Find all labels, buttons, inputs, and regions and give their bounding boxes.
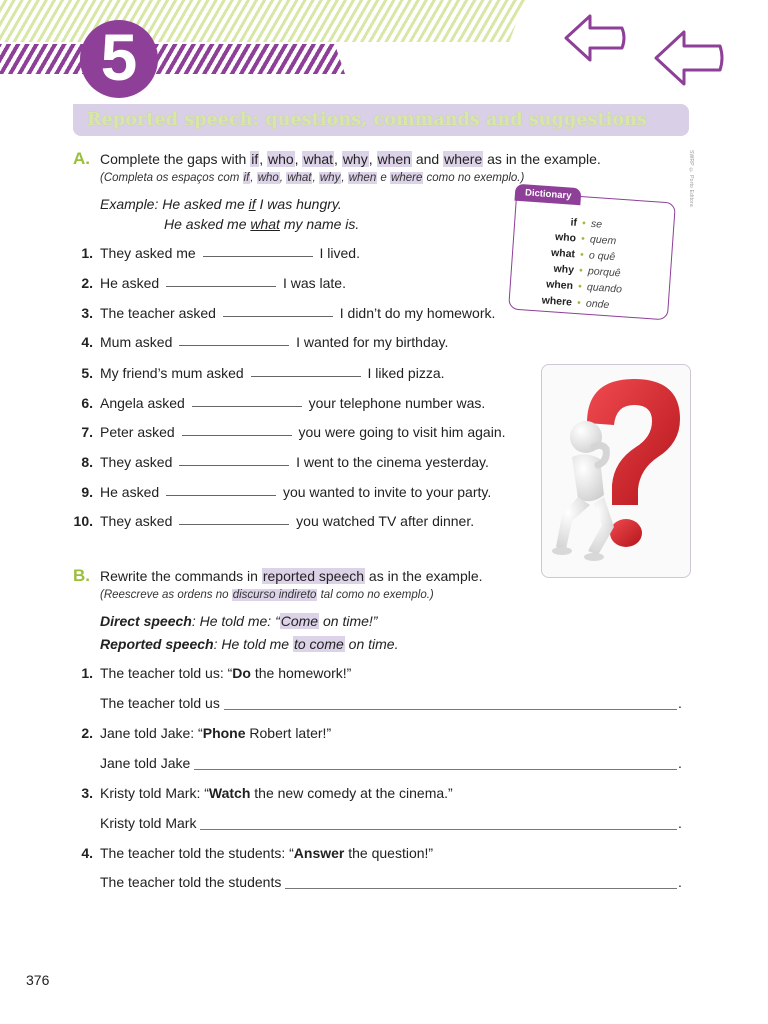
subtitle-text: como no exemplo.) [423,172,525,184]
dictionary-word-en: if [570,216,578,229]
direct-speech-example [100,613,377,629]
question-mark-illustration [541,364,691,578]
direct-speech-label: Direct speech [100,613,192,629]
command-quote-start: The teacher told the students: “ [100,845,294,861]
keyword: what [287,172,312,184]
command-verb: Watch [208,785,251,801]
item-text-after: I was late. [282,275,346,291]
answer-row [0,755,700,775]
title-bar [73,104,689,136]
keyword: if [251,151,259,167]
bullet-icon: • [578,264,584,277]
separator: , [294,151,303,167]
instruction-text: as in the example. [365,568,483,584]
item-text [100,484,491,500]
example-text: on time. [344,636,399,652]
dictionary-word-en: where [541,294,573,309]
item-text-before: Peter asked [100,424,175,440]
item-number: 5. [81,365,93,381]
item-text [100,334,448,350]
instruction-text: as in the example. [483,151,601,167]
item-number: 3. [81,785,93,801]
command-quote-start: The teacher told us: “ [100,665,233,681]
answer-line[interactable] [224,709,677,710]
period: . [678,695,682,711]
item-text-after: you watched TV after dinner. [296,513,475,529]
bullet-icon: • [576,296,582,310]
bullet-icon: • [580,232,586,246]
answer-row [0,815,700,835]
answer-row [0,695,700,715]
exercise-item [0,484,540,504]
separator: , [341,172,348,184]
section-b-instruction [100,568,483,584]
example-keyword: to come [293,636,344,652]
example-line-1 [100,196,342,212]
period: . [678,874,682,890]
item-text-after: I liked pizza. [367,365,445,381]
item-number: 2. [81,275,93,291]
thinking-figure-question-mark-image [542,365,691,578]
keyword: if [243,172,250,184]
item-number: 1. [81,665,93,681]
item-text-before: He asked [100,484,160,500]
item-text-after: you were going to visit him again. [298,424,506,440]
item-text [100,365,445,381]
back-arrow-icon [652,28,726,88]
item-text-before: They asked me [100,245,196,261]
answer-blank[interactable] [179,345,289,346]
example-keyword: Come [280,613,319,629]
dictionary-word-pt: o quê [588,249,616,264]
item-number: 3. [81,305,93,321]
separator: , [334,151,342,167]
header-stripe-purple [0,44,345,74]
dictionary-word-en: why [553,262,575,277]
command-quote-start: Kristy told Mark: “ [100,785,209,801]
answer-start: The teacher told us [100,695,220,711]
keyword: why [319,172,341,184]
subtitle-text: tal como no exemplo.) [317,589,434,601]
item-number: 1. [81,245,93,261]
example-text: I was hungry. [255,196,342,212]
item-number: 4. [81,845,93,861]
answer-blank[interactable] [179,524,289,525]
item-text [100,513,474,529]
command-text [100,785,453,801]
instruction-text: Rewrite the commands in [100,568,262,584]
answer-blank[interactable] [166,495,276,496]
command-text [100,665,351,681]
command-item [0,725,700,745]
keyword: what [303,151,334,167]
answer-blank[interactable] [223,316,333,317]
item-text [100,245,360,261]
item-text-after: I wanted for my birthday. [296,334,449,350]
keyword: where [391,172,423,184]
keyword: when [348,172,377,184]
subtitle-text: (Completa os espaços com [100,172,243,184]
keyword: who [267,151,294,167]
instruction-text: Complete the gaps with [100,151,251,167]
header-stripe-green [0,0,525,42]
command-text [100,845,433,861]
keyword: discurso indireto [232,589,317,601]
dictionary-word-pt: onde [585,297,610,312]
section-a-subtitle [100,172,524,184]
item-text [100,424,506,440]
command-item [0,665,700,685]
section-a-letter: A. [73,149,90,168]
item-text-before: My friend’s mum asked [100,365,244,381]
command-item [0,845,700,865]
dictionary-title: Dictionary [514,184,581,206]
command-item [0,785,700,805]
exercise-item [0,424,540,444]
answer-start: The teacher told the students [100,874,282,890]
item-number: 10. [73,513,93,529]
item-number: 4. [81,334,93,350]
item-number: 6. [81,395,93,411]
reported-speech-example [100,636,398,652]
command-quote-start: Jane told Jake: “ [100,725,203,741]
dictionary-word-en: when [545,278,574,293]
back-arrow-icon [562,12,628,64]
item-text [100,305,495,321]
exercise-item [0,454,540,474]
keyword: who [257,172,279,184]
period: . [678,815,682,831]
item-text-after: I didn’t do my homework. [339,305,496,321]
separator: and [411,151,444,167]
reported-speech-label: Reported speech [100,636,214,652]
dictionary-word-en: what [550,246,576,261]
page-number: 376 [26,972,50,988]
item-text [100,395,485,411]
dictionary-word-pt: quando [586,281,623,296]
item-text-before: They asked [100,454,173,470]
unit-number-badge [80,20,158,98]
page-title: Reported speech: questions, commands and suggestions [87,110,647,130]
dictionary-word-pt: se [590,217,603,231]
item-number: 8. [81,454,93,470]
item-text-after: I lived. [319,245,360,261]
command-verb: Phone [202,725,246,741]
item-text-before: Mum asked [100,334,173,350]
example-keyword: if [248,196,256,212]
answer-start: Kristy told Mark [100,815,197,831]
dictionary-word-pt: porquê [587,265,622,280]
example-text: Example: He asked me [100,196,249,212]
separator: , [250,172,257,184]
answer-row [0,874,700,894]
answer-blank[interactable] [179,465,289,466]
bullet-icon: • [579,248,585,262]
item-text-after: you wanted to invite to your party. [282,484,492,500]
exercise-item [0,245,540,265]
item-text [100,275,346,291]
answer-line[interactable] [285,888,677,889]
item-text-before: Angela asked [100,395,185,411]
keyword: why [342,151,368,167]
answer-line[interactable] [194,769,677,770]
keyword: when [377,151,411,167]
bullet-icon: • [581,217,587,230]
item-number: 7. [81,424,93,440]
answer-blank[interactable] [203,256,313,257]
separator: , [312,172,319,184]
example-text: on time!” [319,613,378,629]
example-text: He asked me [164,216,251,232]
item-text-before: He asked [100,275,160,291]
answer-blank[interactable] [251,376,361,377]
exercise-item [0,365,540,385]
answer-line[interactable] [200,829,677,830]
example-text: my name is. [279,216,360,232]
example-text: : He told me [213,636,293,652]
item-number: 2. [81,725,93,741]
answer-start: Jane told Jake [100,755,191,771]
keyword: where [444,151,483,167]
exercise-item [0,305,540,325]
example-line-2 [164,216,359,232]
dictionary-word-pt: quem [589,233,617,248]
command-quote-end: the question!” [344,845,434,861]
answer-blank[interactable] [166,286,276,287]
section-a-instruction [100,151,601,167]
command-text [100,725,331,741]
unit-number: 5 [100,20,138,94]
item-text [100,454,489,470]
separator: , [259,151,267,167]
subtitle-text: (Reescreve as ordens no [100,589,232,601]
bullet-icon: • [577,280,583,293]
separator: , [279,172,287,184]
item-text-before: They asked [100,513,173,529]
section-b-subtitle [100,589,434,601]
keyword: reported speech [262,568,365,584]
item-text-after: I went to the cinema yesterday. [296,454,489,470]
exercise-item [0,513,540,533]
answer-blank[interactable] [182,435,292,436]
dictionary-word-en: who [554,230,577,245]
example-keyword: what [250,216,280,232]
separator: , [368,151,377,167]
exercise-item [0,275,540,295]
copyright-note: SWRP © Porto Editora [688,150,694,207]
exercise-item [0,334,540,354]
item-number: 9. [81,484,93,500]
section-b-letter: B. [73,566,90,585]
command-quote-end: the homework!” [250,665,352,681]
period: . [678,755,682,771]
separator: e [377,172,391,184]
command-verb: Do [232,665,251,681]
answer-blank[interactable] [192,406,302,407]
command-verb: Answer [293,845,345,861]
exercise-item [0,395,540,415]
command-quote-end: the new comedy at the cinema.” [250,785,453,801]
command-quote-end: Robert later!” [245,725,332,741]
item-text-before: The teacher asked [100,305,216,321]
item-text-after: your telephone number was. [308,395,486,411]
example-text: : He told me: “ [191,613,280,629]
